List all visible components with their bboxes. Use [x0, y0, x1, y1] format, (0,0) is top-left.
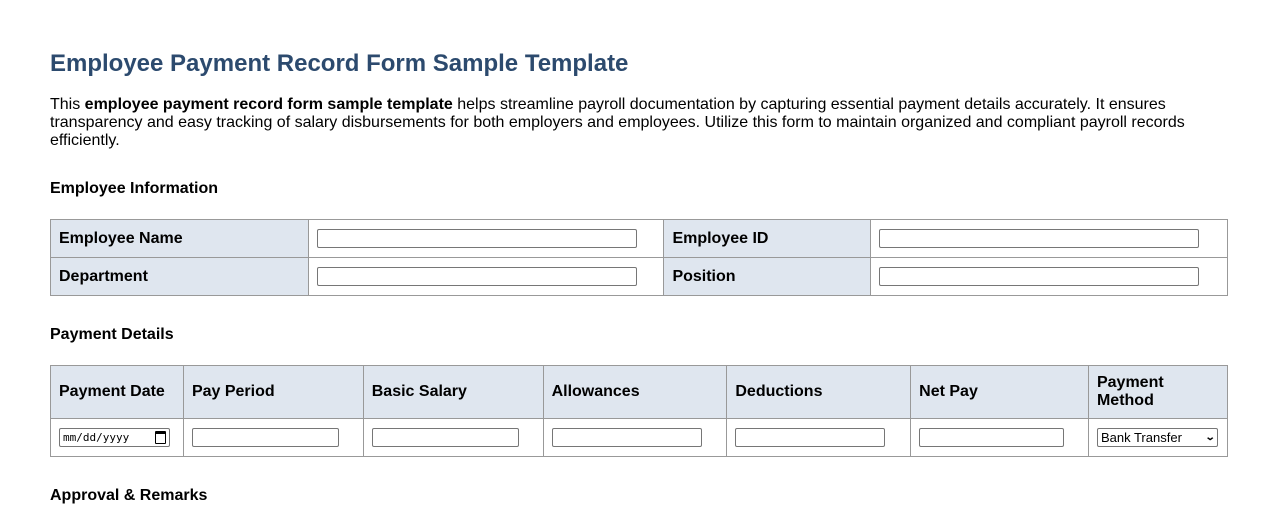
payment-details-table	[50, 365, 1228, 457]
intro-suffix: helps streamline payroll documentation by capturing essential payment details accurately. It ensures transparency and easy tracking of salary disbursements for both employers and employees. Utilize this form to maintain organized and compliant payroll records efficiently.	[50, 96, 1185, 149]
basic-salary-cell	[363, 419, 543, 457]
position-label: Position	[664, 258, 871, 296]
col-allowances: Allowances	[543, 366, 727, 419]
date-placeholder: mm/dd/yyyy	[63, 431, 130, 444]
employee-id-label: Employee ID	[664, 220, 871, 258]
payment-method-value: Bank Transfer	[1100, 430, 1182, 445]
intro-prefix: This	[50, 96, 85, 113]
table-row	[51, 258, 1228, 296]
net-pay-cell	[911, 419, 1089, 457]
employee-name-input[interactable]	[317, 229, 637, 248]
col-pay-period: Pay Period	[183, 366, 363, 419]
employee-id-cell	[871, 220, 1228, 258]
table-row	[51, 220, 1228, 258]
employee-id-input[interactable]	[879, 229, 1199, 248]
payment-date-cell	[51, 419, 184, 457]
intro-paragraph	[50, 96, 1210, 150]
department-input[interactable]	[317, 267, 637, 286]
chevron-down-icon: ⌄	[1204, 432, 1216, 443]
department-cell	[308, 258, 664, 296]
payment-method-cell	[1088, 419, 1227, 457]
col-basic-salary: Basic Salary	[363, 366, 543, 419]
position-input[interactable]	[879, 267, 1199, 286]
table-row	[51, 419, 1228, 457]
col-payment-method: Payment Method	[1088, 366, 1227, 419]
approval-heading: Approval & Remarks	[50, 487, 208, 504]
pay-period-input[interactable]	[192, 428, 339, 447]
department-label: Department	[51, 258, 309, 296]
deductions-cell	[727, 419, 911, 457]
page-title: Employee Payment Record Form Sample Template	[50, 50, 629, 77]
calendar-icon[interactable]	[155, 431, 166, 444]
net-pay-input[interactable]	[919, 428, 1064, 447]
payment-details-heading: Payment Details	[50, 326, 174, 343]
col-deductions: Deductions	[727, 366, 911, 419]
pay-period-cell	[183, 419, 363, 457]
intro-bold: employee payment record form sample template	[84, 96, 453, 113]
basic-salary-input[interactable]	[372, 428, 519, 447]
allowances-cell	[543, 419, 727, 457]
employee-info-heading: Employee Information	[50, 180, 219, 197]
employee-info-table	[50, 219, 1228, 296]
table-header-row	[51, 366, 1228, 419]
col-payment-date: Payment Date	[51, 366, 184, 419]
position-cell	[871, 258, 1228, 296]
employee-name-label: Employee Name	[51, 220, 309, 258]
employee-name-cell	[308, 220, 664, 258]
allowances-input[interactable]	[552, 428, 702, 447]
payment-method-select[interactable]	[1097, 428, 1218, 447]
deductions-input[interactable]	[735, 428, 885, 447]
payment-date-input[interactable]	[59, 428, 170, 447]
col-net-pay: Net Pay	[911, 366, 1089, 419]
